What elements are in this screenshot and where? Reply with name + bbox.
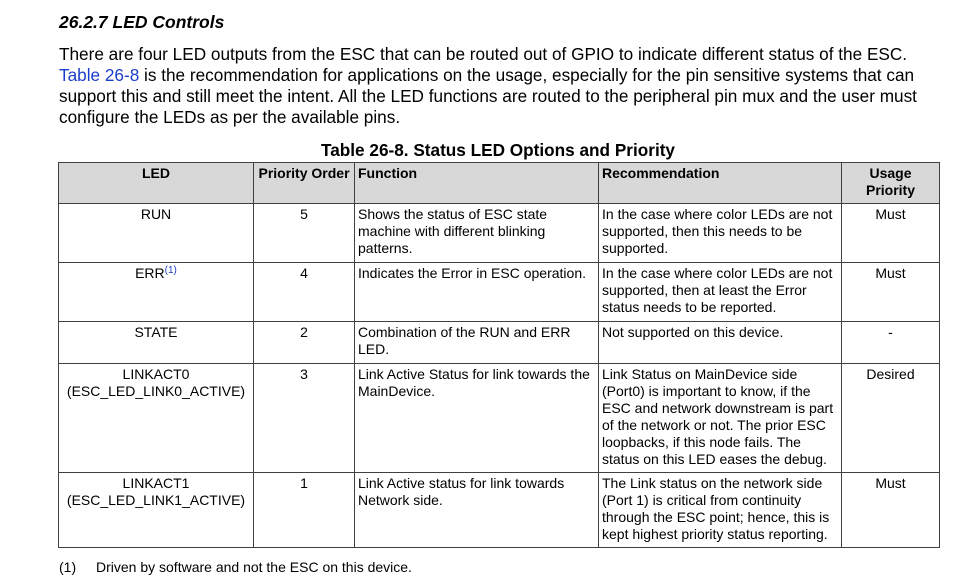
cell-recommendation: In the case where color LEDs are not supported, then this needs to be supported. — [599, 204, 842, 263]
cell-function: Link Active Status for link towards the MainDevice. — [355, 364, 599, 473]
cell-usage: Must — [842, 263, 940, 322]
section-title: LED Controls — [112, 12, 225, 32]
header-priority-order: Priority Order — [254, 163, 355, 204]
cell-function: Shows the status of ESC state machine with different blinking patterns. — [355, 204, 599, 263]
paragraph-text-1: There are four LED outputs from the ESC that can be routed out of GPIO to indicate different status of the ESC. — [59, 44, 908, 64]
table-row — [59, 263, 940, 322]
cell-priority: 4 — [254, 263, 355, 322]
table-caption: Table 26-8. Status LED Options and Priority — [321, 140, 675, 160]
cell-priority: 1 — [254, 473, 355, 548]
cell-priority: 5 — [254, 204, 355, 263]
cell-usage: - — [842, 322, 940, 364]
table-row — [59, 322, 940, 364]
led-signal: (ESC_LED_LINK0_ACTIVE) — [66, 383, 246, 399]
paragraph-text-2: is the recommendation for applications on the usage, especially for the pin sensitive systems that can support this and still meet the intent. All the LED functions are routed to the peripheral pin mux and the user must configure the LEDs as per the available pins. — [59, 65, 917, 127]
header-function: Function — [355, 163, 599, 204]
header-usage-priority: Usage Priority — [842, 163, 940, 204]
section-heading — [59, 12, 224, 33]
cell-function: Combination of the RUN and ERR LED. — [355, 322, 599, 364]
cell-priority: 3 — [254, 364, 355, 473]
header-led: LED — [59, 163, 254, 204]
cell-priority: 2 — [254, 322, 355, 364]
cell-recommendation: Link Status on MainDevice side (Port0) is important to know, if the ESC and network downstream is part of the network or not. The prior ESC loopbacks, if this node fails. The status on this LED eases the debug. — [599, 364, 842, 473]
footnote-marker: (1) — [59, 559, 77, 575]
table-link[interactable]: Table 26-8 — [59, 65, 140, 85]
status-led-table — [58, 162, 940, 548]
cell-led — [59, 263, 254, 322]
footnote-ref[interactable]: (1) — [164, 265, 177, 276]
cell-usage: Desired — [842, 364, 940, 473]
footnote-text: Driven by software and not the ESC on this device. — [96, 559, 412, 575]
led-name: LINKACT0 — [122, 366, 190, 382]
led-signal: (ESC_LED_LINK1_ACTIVE) — [66, 492, 246, 508]
cell-recommendation: The Link status on the network side (Port 1) is critical from continuity through the ESC point; hence, this is kept highest priority status reporting. — [599, 473, 842, 548]
cell-recommendation: Not supported on this device. — [599, 322, 842, 364]
cell-led — [59, 473, 254, 548]
header-recommendation: Recommendation — [599, 163, 842, 204]
cell-recommendation: In the case where color LEDs are not supported, then at least the Error status needs to be reported. — [599, 263, 842, 322]
table-row — [59, 204, 940, 263]
cell-function: Link Active status for link towards Network side. — [355, 473, 599, 548]
table-header-row — [59, 163, 940, 204]
cell-function: Indicates the Error in ESC operation. — [355, 263, 599, 322]
table-row — [59, 364, 940, 473]
led-name: ERR — [135, 265, 165, 281]
cell-usage: Must — [842, 473, 940, 548]
cell-led: RUN — [59, 204, 254, 263]
cell-usage: Must — [842, 204, 940, 263]
led-name: LINKACT1 — [122, 475, 190, 491]
table-row — [59, 473, 940, 548]
section-number: 26.2.7 — [59, 12, 108, 32]
footnote — [59, 559, 412, 575]
cell-led — [59, 364, 254, 473]
intro-paragraph — [59, 44, 949, 128]
cell-led: STATE — [59, 322, 254, 364]
